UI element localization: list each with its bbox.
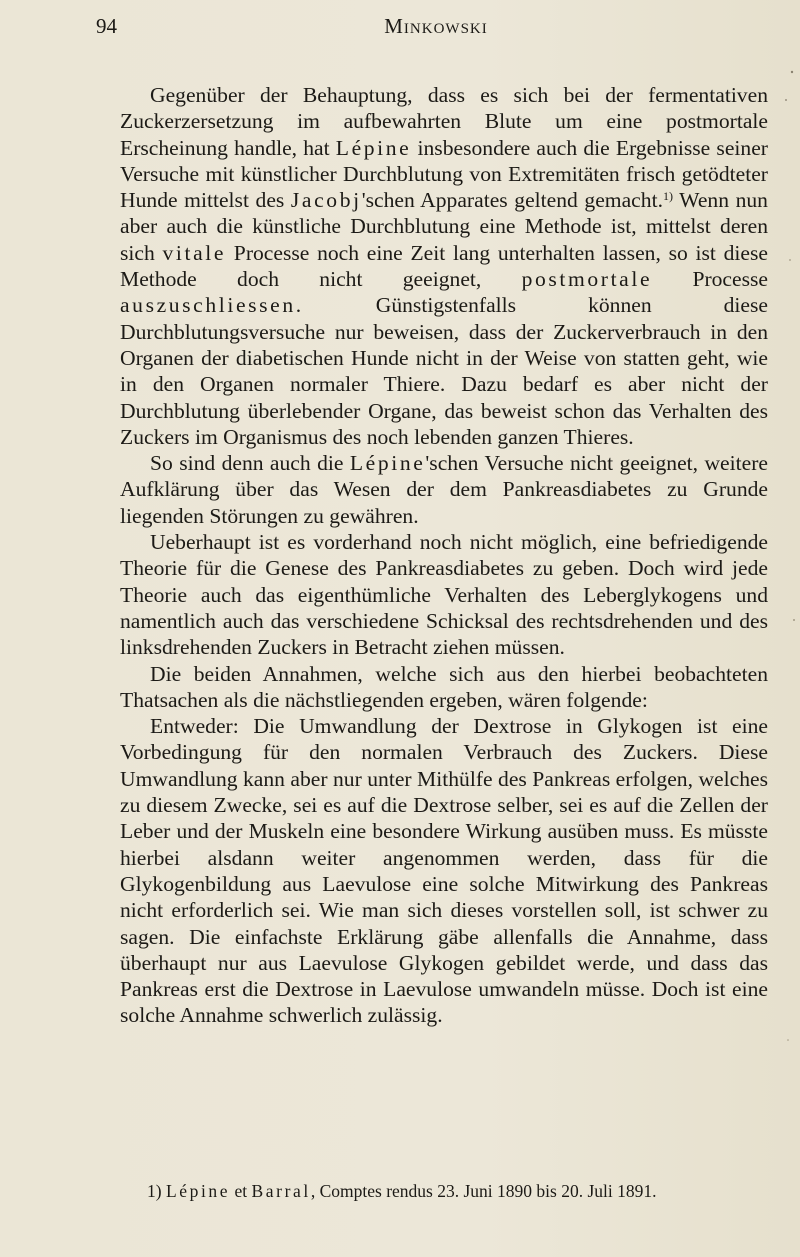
paragraph: Gegenüber der Behauptung, dass es sich bei der fermentativen Zuckerzersetzung im aufbewahrten Blute um eine postmortale Erscheinung handle, hat Lépine insbesondere auch die Ergebnisse seiner Versuche mit künstlicher Durchblutung von Extremitäten frisch getödteter Hunde mittelst des Jacobj'schen Apparates geltend gemacht.$^{1)}$ Wenn nun aber auch die künstliche Durchblutung eine Methode ist, mittelst deren sich vitale Processe noch eine Zeit lang unterhalten lassen, so ist diese Methode doch nicht geeignet, postmortale Processe auszuschliessen. Günstigstenfalls können diese Durchblutungsversuche nur beweisen, dass der Zuckerverbrauch in den Organen der diabetischen Hunde nicht in der Weise von statten geht, wie in den Organen normaler Thiere. Dazu bedarf es aber nicht der Durchblutung überlebender Organe, das beweist schon das Verhalten des Zuckers im Organismus des noch lebenden ganzen Thieres. bbox=[120, 83, 768, 449]
paragraph: Entweder: Die Umwandlung der Dextrose in Glykogen ist eine Vorbedingung für den normalen Verbrauch des Zuckers. Diese Umwandlung kann aber nur unter Mithülfe des Pankreas erfolgen, welches zu diesem Zwecke, sei es auf die Dextrose selber, sei es auf die Zellen der Leber und der Muskeln eine besondere Wirkung ausüben muss. Es müsste hierbei alsdann weiter angenommen werden, dass für die Glykogenbildung aus Laevulose eine solche Mitwirkung des Pankreas nicht erforderlich sei. Wie man sich dieses vorstellen soll, ist schwer zu sagen. Die einfachste Erklärung gäbe allenfalls die Annahme, dass überhaupt nur aus Laevulose Glykogen gebildet werde, und dass das Pankreas erst die Dextrose in Laevulose umwandeln müsse. Doch ist eine solche Annahme schwerlich zulässig. bbox=[120, 714, 768, 1028]
body-text bbox=[120, 82, 768, 1029]
author-name: Lépine bbox=[165, 1181, 231, 1201]
paragraph: So sind denn auch die Lépine'schen Versuche nicht geeignet, weitere Aufklärung über das Wesen der dem Pankreasdiabetes zu Grunde liegenden Störungen zu gewähren. bbox=[120, 451, 768, 528]
author-name: Jacobj bbox=[290, 188, 362, 213]
footnote-reference: 1) bbox=[662, 189, 673, 204]
paper-specks bbox=[780, 60, 800, 1210]
page-number: 94 bbox=[96, 14, 117, 38]
paragraph: Die beiden Annahmen, welche sich aus den hierbei beobachteten Thatsachen als die nächstliegenden ergeben, wären folgende: bbox=[120, 661, 768, 712]
author-name: Lépine bbox=[349, 451, 426, 476]
author-name: Barral bbox=[251, 1181, 311, 1201]
running-head: Minkowski bbox=[384, 14, 488, 38]
author-name: Lépine bbox=[335, 135, 412, 160]
emphasis: vitale bbox=[162, 240, 227, 265]
page-header bbox=[96, 14, 776, 44]
emphasis: auszuschliessen. bbox=[120, 293, 304, 318]
emphasis: postmortale bbox=[521, 267, 653, 292]
paragraph: Ueberhaupt ist es vorderhand noch nicht möglich, eine befriedigende Theorie für die Genese des Pankreasdiabetes zu geben. Doch wird jede Theorie auch das eigenthümliche Verhalten des Leberglykogens und namentlich auch das verschiedene Schicksal des rechtsdrehenden und des linksdrehenden Zuckers in Betracht ziehen müssen. bbox=[120, 530, 768, 660]
footnote: 1) Lépine et Barral, Comptes rendus 23. Juni 1890 bis 20. Juli 1891. bbox=[147, 1181, 657, 1201]
